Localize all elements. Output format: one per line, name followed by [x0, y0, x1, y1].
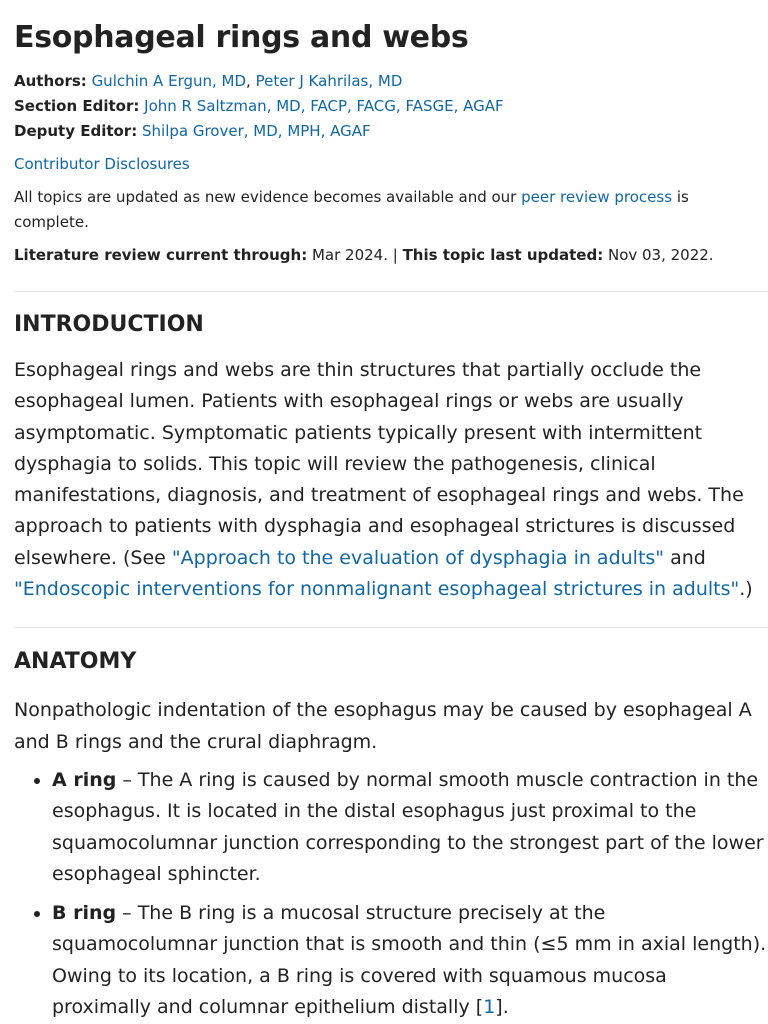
section-editor-link[interactable]: John R Saltzman, MD, FACP, FACG, FASGE, AGAF [144, 97, 504, 115]
section-editor-row [14, 94, 768, 119]
update-policy-suffix: is complete. [14, 188, 689, 231]
literature-review-row [14, 243, 768, 268]
update-policy-text [14, 185, 768, 235]
a-ring-description: – The A ring is caused by normal smooth muscle contraction in the esophagus. It is located in the distal esophagus just proximal to the squamocolumnar junction corresponding to the strongest part of the lower esophageal sphincter. [52, 768, 764, 885]
author-link-ergun[interactable]: Gulchin A Ergun, MD [91, 72, 247, 90]
introduction-and: and [664, 546, 706, 569]
section-divider [14, 291, 768, 292]
lit-review-label: Literature review current through: [14, 246, 308, 264]
b-ring-end: ]. [495, 996, 509, 1019]
last-updated-value: Nov 03, 2022. [603, 246, 714, 264]
authors-row [14, 69, 768, 94]
reference-link-1[interactable]: 1 [483, 996, 496, 1019]
contributor-disclosures-link[interactable]: Contributor Disclosures [14, 155, 190, 173]
author-separator: , [246, 72, 256, 90]
anatomy-bullet-list [14, 765, 768, 1023]
page-title: Esophageal rings and webs [14, 20, 469, 55]
b-ring-description: – The B ring is a mucosal structure precisely at the squamocolumnar junction that is smooth and thin (≤5 mm in axial length). Owing to its location, a B ring is covered with squamous mucosa proximally and columnar epithelium distally [ [52, 902, 767, 1019]
deputy-editor-label: Deputy Editor: [14, 122, 138, 140]
anatomy-intro-paragraph: Nonpathologic indentation of the esophagus may be caused by esophageal A and B rings and the crural diaphragm. [14, 699, 752, 753]
author-info [14, 69, 768, 144]
authors-label: Authors: [14, 72, 87, 90]
dysphagia-evaluation-link[interactable]: "Approach to the evaluation of dysphagia in adults" [171, 546, 665, 569]
introduction-paragraph [14, 355, 768, 605]
author-link-kahrilas[interactable]: Peter J Kahrilas, MD [255, 72, 403, 90]
introduction-heading: INTRODUCTION [14, 312, 204, 337]
update-policy-prefix: All topics are updated as new evidence becomes available and our [14, 188, 522, 206]
last-updated-label: This topic last updated: [402, 246, 604, 264]
anatomy-heading: ANATOMY [14, 649, 137, 675]
list-item [52, 898, 768, 1023]
endoscopic-interventions-link[interactable]: "Endoscopic interventions for nonmalignant esophageal strictures in adults" [14, 578, 740, 601]
peer-review-link[interactable]: peer review process [521, 188, 673, 206]
section-divider [14, 627, 768, 628]
introduction-text: Esophageal rings and webs are thin structures that partially occlude the esophageal lumen. Patients with esophageal rings or webs are usually asymptomatic. Symptomatic patients typically present with intermittent dysphagia to solids. This topic will review the pathogenesis, clinical manifestations, diagnosis, and treatment of esophageal rings and webs. The approach to patients with dysphagia and esophageal strictures is discussed elsewhere. (See [14, 359, 744, 569]
disclosures-row [14, 152, 768, 177]
deputy-editor-link[interactable]: Shilpa Grover, MD, MPH, AGAF [142, 122, 371, 140]
a-ring-term: A ring [52, 768, 117, 791]
lit-review-value: Mar 2024. | [307, 246, 403, 264]
section-editor-label: Section Editor: [14, 97, 140, 115]
deputy-editor-row [14, 119, 768, 144]
introduction-end: .) [739, 578, 753, 601]
b-ring-term: B ring [52, 902, 117, 925]
list-item [52, 765, 768, 890]
